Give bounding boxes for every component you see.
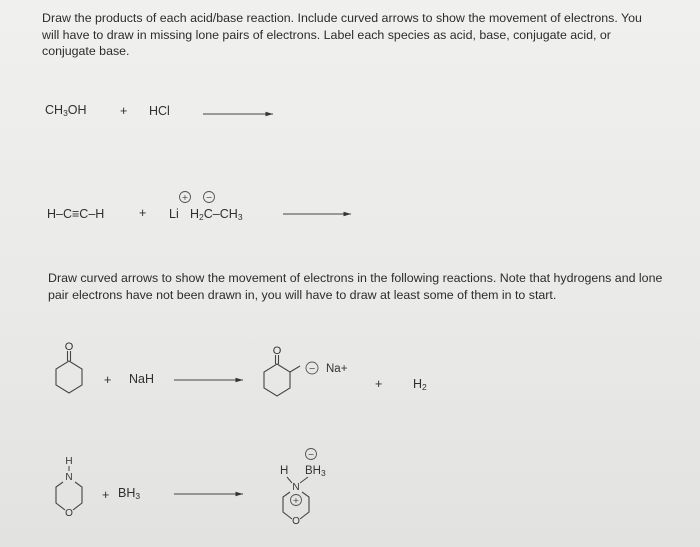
adduct-plus-icon [291,495,302,506]
reaction2-lithium: Li [169,207,179,221]
plus-charge-icon [180,192,191,203]
svg-text:−: − [307,450,315,459]
cyclohexanone-oxygen: O [64,341,74,353]
reaction1-plus: + [120,104,128,118]
adduct-n: N [292,482,300,493]
svg-text:+: + [292,496,300,505]
reaction4-plus: + [102,488,110,502]
svg-text:+: + [181,193,189,202]
morpholine-n: N [65,472,73,483]
enolate-minus-icon [306,362,318,374]
reaction4-bh3: $BH_3$ [118,486,141,501]
reaction4-product-bh3: $BH_3$ [305,465,326,478]
adduct-minus-icon [306,449,317,460]
minus-charge-icon [204,192,215,203]
reaction2-carbanion: $H_2C-CH_3$ [190,207,243,222]
morpholine-o: O [65,508,73,519]
reaction3-counterion: Na+ [326,363,348,375]
reaction2-acetylene: H–C≡C–H [47,207,105,221]
reaction2-plus: + [139,206,147,220]
reaction3-h2: $H_2$ [413,377,427,392]
reaction1-methanol: $CH_3OH$ [45,103,87,118]
svg-text:−: − [308,364,316,374]
morpholine-h: H [65,456,73,467]
morpholine-ring [56,482,82,510]
reaction3-nah: NaH [129,372,155,386]
cyclohexanone-structure [56,351,82,393]
reaction4-product-h: H [280,465,289,477]
enolate-structure [264,355,300,396]
adduct-o: O [292,516,300,527]
svg-text:−: − [205,193,213,202]
reaction3-plus: + [104,373,112,387]
instructions-middle: Draw curved arrows to show the movement of electrons in the following reactions. Note that hydrogens and lone pair electrons have not been drawn in, you will have to draw at least some of them in to start. [48,271,663,302]
enolate-oxygen: O [272,345,282,357]
reaction3-plus-2: + [375,377,383,391]
reaction1-hcl: HCl [149,104,170,118]
instructions-top: Draw the products of each acid/base reaction. Include curved arrows to show the movement of electrons. You will have to draw in missing lone pairs of electrons. Label each species as acid, base, conjugate acid, or conjugate base. [42,11,642,58]
